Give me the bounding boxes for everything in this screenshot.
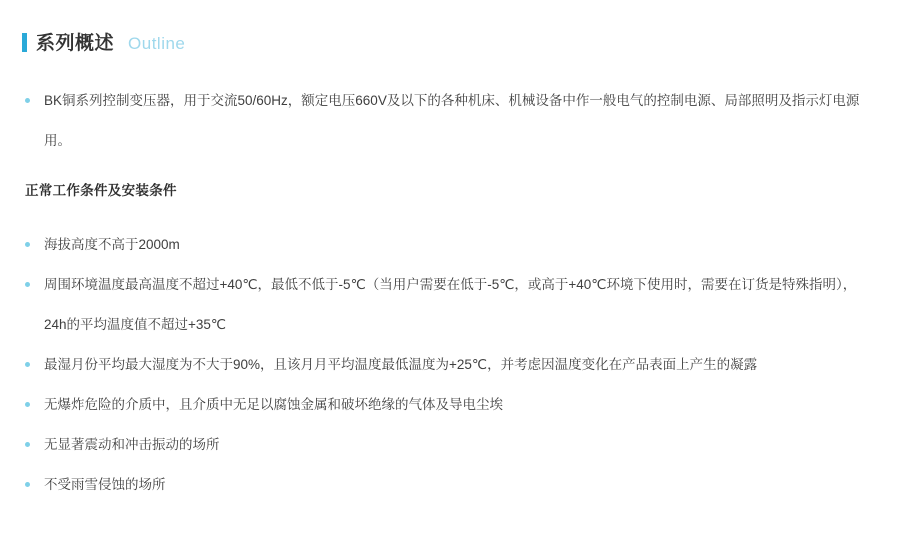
list-item bbox=[22, 81, 870, 161]
list-item bbox=[22, 345, 870, 385]
list-item-text: 海拔高度不高于2000m bbox=[44, 237, 180, 252]
bullet-dot-icon bbox=[25, 482, 30, 487]
list-item bbox=[22, 465, 870, 505]
bullet-dot-icon bbox=[25, 98, 30, 103]
list-item-text: BK铜系列控制变压器，用于交流50/60Hz，额定电压660V及以下的各种机床、机械设备中作一般电气的控制电源、局部照明及指示灯电源用。 bbox=[44, 93, 860, 148]
section-title-cn: 系列概述 bbox=[36, 33, 115, 54]
accent-bar-icon bbox=[22, 33, 27, 52]
list-item-text: 最湿月份平均最大湿度为不大于90%，且该月月平均温度最低温度为+25℃，并考虑因温度变化在产品表面上产生的凝露 bbox=[44, 357, 758, 372]
list-item bbox=[22, 385, 870, 425]
bullet-dot-icon bbox=[25, 282, 30, 287]
bullet-dot-icon bbox=[25, 242, 30, 247]
list-item bbox=[22, 265, 870, 345]
bullet-dot-icon bbox=[25, 402, 30, 407]
section-heading bbox=[22, 28, 870, 55]
section-title-en: Outline bbox=[128, 34, 186, 53]
intro-list bbox=[22, 81, 870, 161]
list-item-text: 无爆炸危险的介质中，且介质中无足以腐蚀金属和破坏绝缘的气体及导电尘埃 bbox=[44, 397, 503, 412]
bullet-dot-icon bbox=[25, 362, 30, 367]
subsection-heading: 正常工作条件及安装条件 bbox=[25, 183, 177, 198]
list-item bbox=[22, 225, 870, 265]
list-item-text: 周围环境温度最高温度不超过+40℃，最低不低于-5℃（当用户需要在低于-5℃，或高于+40℃环境下使用时，需要在订货是特殊指明），24h的平均温度值不超过+35℃ bbox=[44, 277, 857, 332]
list-item-text: 无显著震动和冲击振动的场所 bbox=[44, 437, 220, 452]
list-item bbox=[22, 425, 870, 465]
list-item-text: 不受雨雪侵蚀的场所 bbox=[44, 477, 166, 492]
bullet-dot-icon bbox=[25, 442, 30, 447]
conditions-list bbox=[22, 225, 870, 505]
